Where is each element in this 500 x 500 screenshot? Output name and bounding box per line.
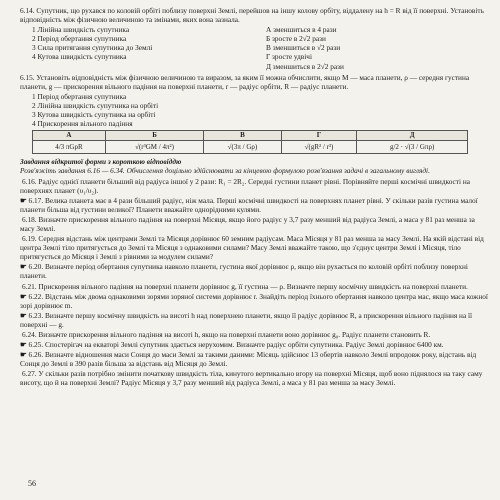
problem-text: 6.18. Визначте прискорення вільного падіння на поверхні Місяця, якщо його радіус у 3,7 разу менший від радіуса Землі, а маса у 81 раз менша за масу Землі. bbox=[20, 214, 475, 233]
table-cell: √(r³GM / 4π²) bbox=[105, 141, 203, 154]
list-item bbox=[20, 330, 490, 339]
table-cell: √(gR² / r³) bbox=[281, 141, 357, 154]
list-item bbox=[20, 215, 490, 233]
section-title: Завдання відкритої форми з короткою відповіддю bbox=[20, 157, 182, 167]
list-item bbox=[20, 292, 490, 310]
problem-text: 6.16. Радіус однієї планети більший від радіуса іншої у 2 рази: R₁ = 2R₂. Середні густини планет рівні. Порівняйте перші космічні швидкості на поверхнях планет (υ₁/υ₂). bbox=[20, 176, 470, 195]
pointer-icon: ☛ bbox=[20, 350, 27, 360]
matching-6-14 bbox=[20, 25, 490, 70]
list-item bbox=[20, 234, 490, 261]
option-3: 3 Сила притягання супутника до Землі bbox=[32, 43, 153, 53]
problem-text: 6.21. Прискорення вільного падіння на поверхні планети дорівнює g, її густина — ρ. Визначте першу космічну швидкість на поверхні планети. bbox=[22, 281, 468, 291]
pointer-icon: ☛ bbox=[20, 310, 27, 320]
problem-text: 6.19. Середня відстань між центрами Землі та Місяця дорівнює 60 земним радіусам. Маса Місяця у 81 раз менша за масу Землі. На якій відстані від центра Землі тіло притягується до Землі та Місяця з однаковими силами? Масу Землі вважайте такою, що з'єднує центри Землі і Місяця, тіло притягується до Місяця і Землі з рівними за модулем силами? bbox=[20, 234, 484, 262]
option-4: 4 Кутова швидкість супутника bbox=[32, 52, 127, 62]
problem-text: 6.17. Велика планета має в 4 рази більший радіус, ніж мала. Перші космічні швидкості на поверхнях планет рівні. У скільки разів густина малої планети більша від густини великої? Планети вважайте однорідними кулями. bbox=[20, 195, 478, 214]
problem-text: 6.20. Визначте період обертання супутника навколо планети, густина якої дорівнює ρ, якщо він рухається по коловій орбіті поблизу поверхні планети. bbox=[20, 262, 468, 281]
pointer-icon: ☛ bbox=[20, 340, 27, 350]
option-d: Д зменшиться в 2√2 рази bbox=[266, 61, 344, 71]
list-item bbox=[20, 311, 490, 329]
list-item bbox=[20, 369, 490, 387]
problem-list bbox=[20, 177, 490, 388]
table-header: А bbox=[33, 131, 106, 141]
list-item bbox=[20, 350, 490, 368]
pointer-icon: ☛ bbox=[20, 195, 27, 205]
problem-text: 6.23. Визначте першу космічну швидкість на висоті h над поверхнею планети, якщо її радіус дорівнює R, а прискорення вільного падіння на її поверхні — g. bbox=[20, 310, 473, 329]
option-g: Г зросте удвічі bbox=[266, 52, 312, 62]
item-2: 2 Лінійна швидкість супутника на орбіті bbox=[32, 100, 159, 110]
page-number: 56 bbox=[28, 478, 36, 488]
option-v: В зменшиться в √2 рази bbox=[266, 43, 341, 53]
problem-6-14: 6.14. Супутник, що рухався по коловій орбіті поблизу поверхні Землі, перейшов на іншу колову орбіту, віддалену на h = R від її поверхні. Установіть відповідність між фізичною величиною та змінами, яких вона зазнала. bbox=[20, 6, 484, 25]
item-1: 1 Період обертання супутника bbox=[32, 91, 127, 101]
section-note: Розв'яжіть завдання 6.16 — 6.34. Обчислення доцільно здійснювати за кінцевою формулою розв'язання задачі в загальному вигляді. bbox=[20, 166, 430, 176]
option-2: 2 Період обертання супутника bbox=[32, 34, 127, 44]
table-cell: g/2 · √(3 / Gπρ) bbox=[357, 141, 468, 154]
problem-text: 6.22. Відстань між двома однаковими зорями зоряної системи дорівнює r. Знайдіть період їхнього обертання навколо центра мас, якщо маса кожної зорі дорівнює m. bbox=[20, 291, 488, 310]
matching-6-15 bbox=[20, 92, 490, 128]
problem-text: 6.24. Визначте прискорення вільного падіння на висоті h, якщо на поверхні планети воно дорівнює g₀. Радіус планети становить R. bbox=[22, 330, 431, 339]
table-cell: √(3π / Gρ) bbox=[204, 141, 282, 154]
pointer-icon: ☛ bbox=[20, 291, 27, 301]
pointer-icon: ☛ bbox=[20, 262, 27, 272]
table-header: Б bbox=[105, 131, 203, 141]
problem-6-15: 6.15. Установіть відповідність між фізичною величиною та виразом, за яким її можна обчислити, якщо M — маса планети, ρ — середня густина планети, g — прискорення вільного падіння на поверхні планети, r — радіус орбіти, R — радіус планети. bbox=[20, 72, 470, 91]
matching-left-column bbox=[32, 25, 256, 70]
list-item bbox=[20, 282, 490, 291]
table-header: В bbox=[204, 131, 282, 141]
formula-table bbox=[32, 130, 468, 154]
problem-text: 6.25. Спостерігач на екваторі Землі супутник здається нерухомим. Визначте радіус орбіти супутника. Радіус Землі дорівнює 6400 км. bbox=[28, 340, 444, 350]
list-item bbox=[20, 177, 490, 195]
item-3: 3 Кутова швидкість супутника на орбіті bbox=[32, 110, 156, 120]
table-cell: 4/3 πGρR bbox=[33, 141, 106, 154]
item-4: 4 Прискорення вільного падіння bbox=[32, 119, 133, 129]
list-item bbox=[20, 262, 490, 280]
matching-right-column bbox=[256, 25, 490, 70]
option-a: А зменшиться в 4 рази bbox=[266, 25, 337, 35]
list-item bbox=[20, 340, 490, 349]
list-item bbox=[20, 196, 490, 214]
problem-text: 6.27. У скільки разів потрібно змінити початкову швидкість тіла, кинутого вертикально вгору на поверхні Місяця, щоб воно піднялося на таку саму висоту, що й на поверхні Землі? Радіус Місяця у 3,7 разу менший від радіуса Землі, а маса у 81 раз менша за масу Землі. bbox=[20, 369, 483, 388]
problem-text: 6.26. Визначте відношення маси Сонця до маси Землі за такими даними: Місяць здійснює 13 обертів навколо Землі впродовж року, відстань від Сонця до Землі в 390 разів більша за відстань від Місяця до Землі. bbox=[20, 350, 477, 369]
table-header: Г bbox=[281, 131, 357, 141]
table-header: Д bbox=[357, 131, 468, 141]
option-1: 1 Лінійна швидкість супутника bbox=[32, 25, 130, 35]
option-b: Б зросте в 2√2 рази bbox=[266, 34, 326, 44]
